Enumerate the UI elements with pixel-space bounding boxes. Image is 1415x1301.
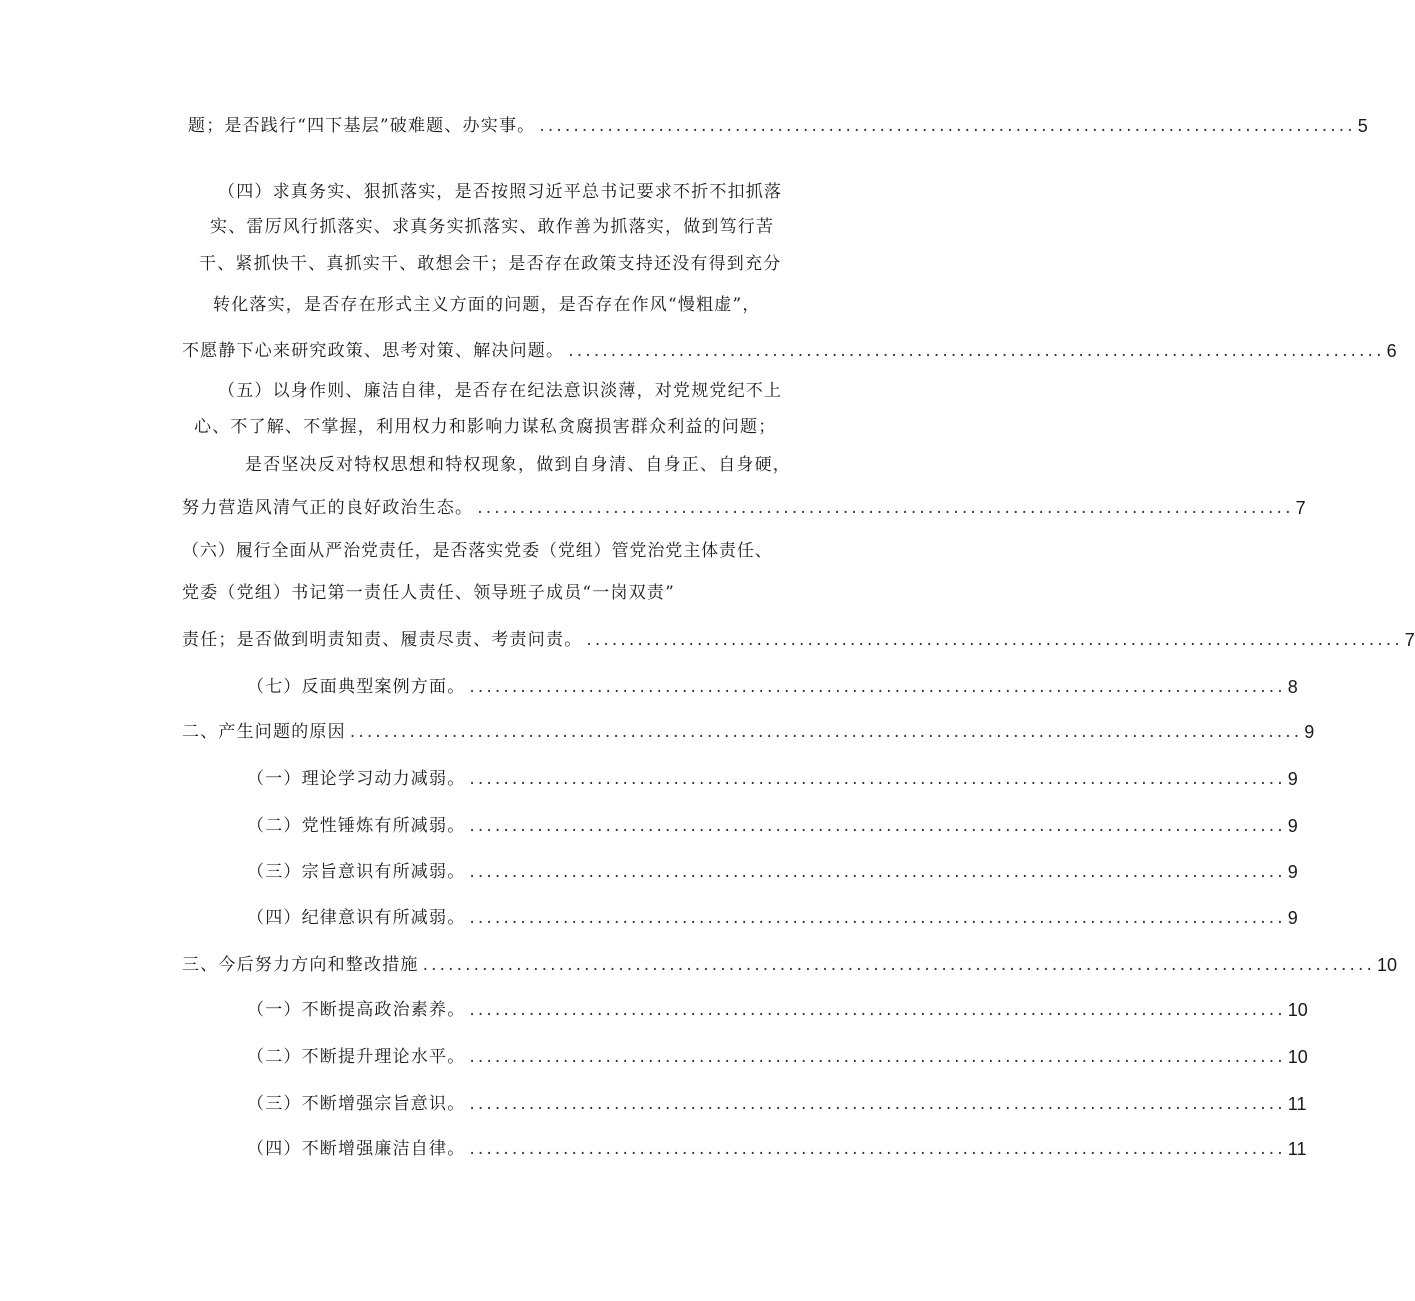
toc-entry-text: 题；是否践行“四下基层”破难题、办实事。 [188, 116, 536, 136]
toc-page-number: 9 [1287, 816, 1298, 836]
dot-leader: ................................................................................................ [568, 341, 1385, 361]
dot-leader: ................................................................................................ [469, 862, 1286, 882]
toc-entry-line: 是否坚决反对特权思想和特权现象，做到自身清、自身正、自身硬， [245, 455, 791, 475]
toc-entry-line: （六）履行全面从严治党责任，是否落实党委（党组）管党治党主体责任、 [182, 541, 773, 561]
toc-entry[interactable] [247, 1045, 1308, 1069]
dot-leader: ................................................................................................ [469, 1139, 1286, 1159]
toc-page-number: 10 [1287, 1000, 1308, 1020]
toc-entry[interactable] [247, 814, 1298, 838]
toc-page-number: 8 [1287, 677, 1298, 697]
toc-page-number: 10 [1377, 955, 1398, 975]
toc-entry[interactable] [182, 339, 1397, 363]
dot-leader: ................................................................................................ [586, 630, 1403, 650]
toc-entry[interactable] [247, 906, 1298, 930]
toc-page-number: 10 [1287, 1047, 1308, 1067]
toc-entry-text: 努力营造风清气正的良好政治生态。 [182, 498, 474, 518]
toc-page-number: 5 [1357, 116, 1368, 136]
toc-page-number: 11 [1287, 1139, 1307, 1159]
toc-entry-line: 干、紧抓快干、真抓实干、敢想会干；是否存在政策支持还没有得到充分 [199, 254, 782, 274]
toc-entry-text: 责任；是否做到明责知责、履责尽责、考责问责。 [182, 630, 583, 650]
toc-page-number: 9 [1287, 769, 1298, 789]
toc-entry[interactable] [188, 114, 1368, 138]
toc-entry-line: 实、雷厉风行抓落实、求真务实抓落实、敢作善为抓落实，做到笃行苦 [210, 217, 775, 237]
toc-section[interactable] [182, 953, 1398, 977]
toc-entry[interactable] [247, 675, 1298, 699]
toc-entry-text: （四）不断增强廉洁自律。 [247, 1139, 466, 1159]
toc-page-number: 9 [1287, 862, 1298, 882]
dot-leader: ................................................................................................ [539, 116, 1356, 136]
toc-entry-text: （三）宗旨意识有所减弱。 [247, 862, 466, 882]
dot-leader: ................................................................................................................ [349, 722, 1303, 742]
dot-leader: ................................................................................................ [469, 769, 1286, 789]
toc-entry-text: （三）不断增强宗旨意识。 [247, 1094, 466, 1114]
toc-entry-text: 不愿静下心来研究政策、思考对策、解决问题。 [182, 341, 565, 361]
toc-entry-text: （一）不断提高政治素养。 [247, 1000, 466, 1020]
toc-page-number: 11 [1287, 1094, 1307, 1114]
toc-entry-text: （二）党性锤炼有所减弱。 [247, 816, 466, 836]
toc-entry-line: 转化落实，是否存在形式主义方面的问题，是否存在作风“慢粗虚”， [213, 295, 761, 315]
toc-section[interactable] [182, 720, 1315, 744]
toc-entry-line: （四）求真务实、狠抓落实，是否按照习近平总书记要求不折不扣抓落 [218, 182, 783, 202]
toc-entry[interactable] [182, 496, 1306, 520]
toc-entry-text: （七）反面典型案例方面。 [247, 677, 466, 697]
dot-leader: ................................................................................................................ [422, 955, 1376, 975]
toc-page-number: 7 [1404, 630, 1415, 650]
toc-entry[interactable] [247, 1092, 1307, 1116]
dot-leader: ................................................................................................ [469, 1094, 1286, 1114]
dot-leader: ................................................................................................ [469, 908, 1286, 928]
toc-page-number: 9 [1287, 908, 1298, 928]
toc-entry[interactable] [247, 860, 1298, 884]
dot-leader: ................................................................................................ [469, 1000, 1286, 1020]
toc-entry-text: （二）不断提升理论水平。 [247, 1047, 466, 1067]
dot-leader: ................................................................................................ [469, 677, 1286, 697]
toc-section-title: 三、今后努力方向和整改措施 [182, 955, 419, 975]
toc-entry[interactable] [247, 1137, 1307, 1161]
toc-entry-line: 党委（党组）书记第一责任人责任、领导班子成员“一岗双责” [182, 583, 675, 603]
toc-entry-line: （五）以身作则、廉洁自律，是否存在纪法意识淡薄，对党规党纪不上 [218, 381, 783, 401]
toc-entry[interactable] [247, 998, 1308, 1022]
toc-entry-text: （四）纪律意识有所减弱。 [247, 908, 466, 928]
toc-entry[interactable] [182, 628, 1415, 652]
toc-entry-line: 心、不了解、不掌握，利用权力和影响力谋私贪腐损害群众利益的问题； [194, 417, 777, 437]
toc-page-number: 6 [1386, 341, 1397, 361]
toc-section-title: 二、产生问题的原因 [182, 722, 346, 742]
dot-leader: ................................................................................................ [469, 1047, 1286, 1067]
dot-leader: ................................................................................................ [477, 498, 1294, 518]
toc-page-number: 9 [1304, 722, 1315, 742]
toc-page-number: 7 [1295, 498, 1306, 518]
dot-leader: ................................................................................................ [469, 816, 1286, 836]
toc-entry[interactable] [247, 767, 1298, 791]
toc-entry-text: （一）理论学习动力减弱。 [247, 769, 466, 789]
